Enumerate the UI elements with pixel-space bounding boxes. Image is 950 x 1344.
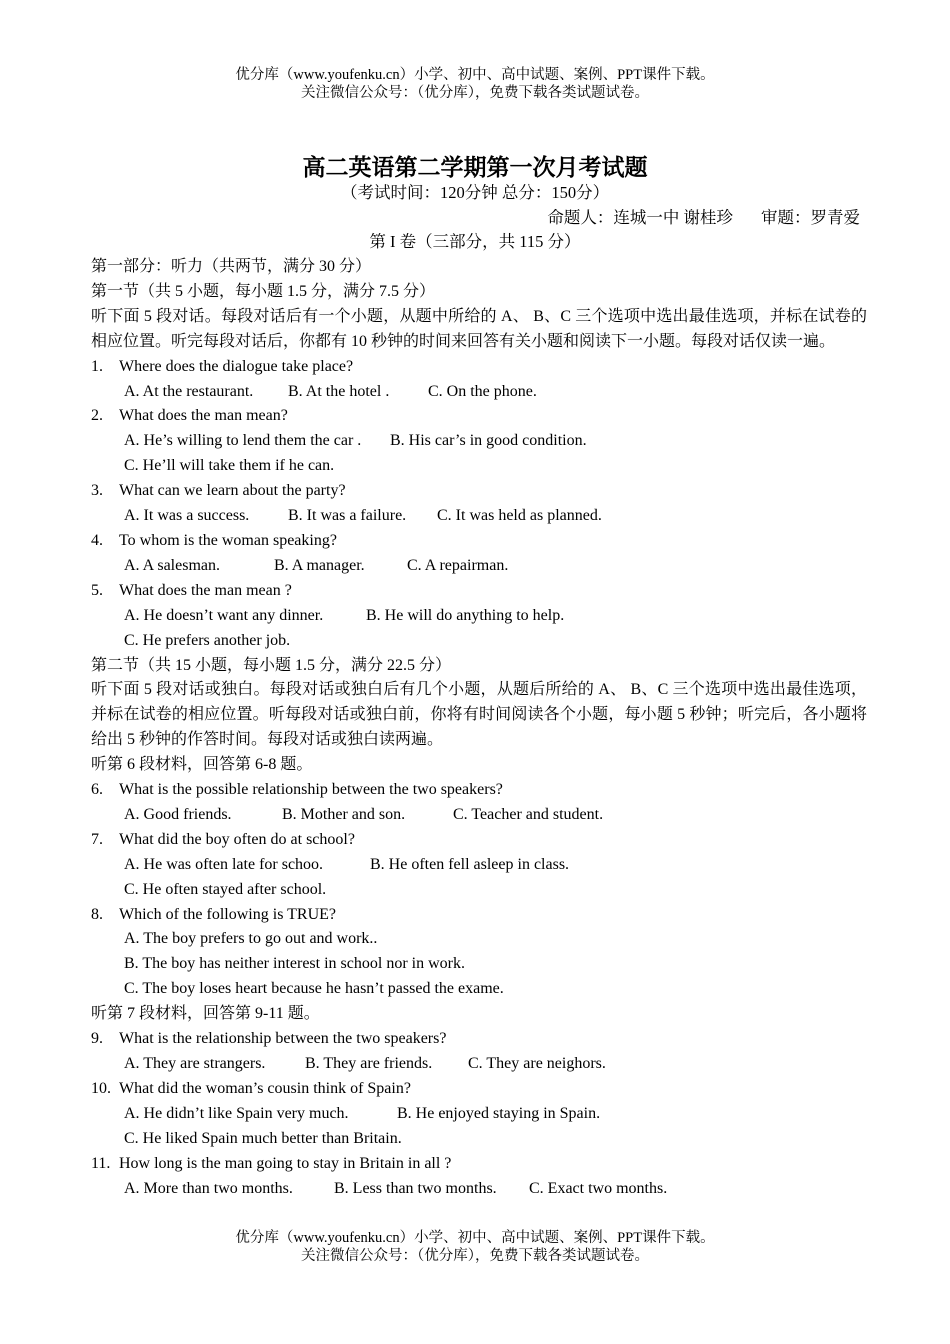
options-8-c	[91, 977, 867, 1002]
option-c: C. He liked Spain much better than Britain.	[124, 1129, 402, 1147]
footer-line-2: 关注微信公众号：（优分库），免费下载各类试题试卷。	[301, 1248, 649, 1264]
question-number: 5.	[91, 581, 103, 599]
question-text: How long is the man going to stay in Britain in all ?	[119, 1154, 452, 1172]
option-b: B. The boy has neither interest in school nor in work.	[124, 955, 465, 973]
page-footer	[0, 1229, 950, 1265]
option-c: C. It was held as planned.	[437, 507, 602, 525]
option-a: A. At the restaurant.	[124, 382, 254, 400]
question-number: 9.	[91, 1030, 103, 1048]
option-c: C. On the phone.	[428, 382, 537, 400]
option-b: B. It was a failure.	[288, 507, 407, 525]
options-5-c	[91, 629, 867, 654]
option-a: A. He doesn’t want any dinner.	[124, 606, 324, 624]
sec2-instructions: 听下面 5 段对话或独白。每段对话或独白后有几个小题，从题后所给的 A、 B、C 三个选项中选出最佳选项，并标在试卷的相应位置。听每段对话或独白前，你将有时间阅读各个小题，每小题 5 秒钟；听完后，各小题将给出 5 秒钟的作答时间。每段对话或独白读两遍。	[91, 681, 867, 749]
question-3	[91, 479, 867, 504]
question-5	[91, 579, 867, 604]
options-11	[91, 1177, 867, 1202]
option-a: A. It was a success.	[124, 507, 250, 525]
question-6	[91, 778, 867, 803]
question-2	[91, 404, 867, 429]
option-c: C. A repairman.	[407, 556, 509, 574]
question-7	[91, 828, 867, 853]
question-text: What did the boy often do at school?	[119, 830, 355, 848]
option-c: C. He often stayed after school.	[124, 880, 327, 898]
sec1-title: 第一节（共 5 小题，每小题 1.5 分，满分 7.5 分）	[91, 282, 436, 300]
question-text: What is the relationship between the two speakers?	[119, 1030, 447, 1048]
options-1	[91, 380, 867, 405]
option-b: B. They are friends.	[305, 1055, 433, 1072]
question-text: What did the woman’s cousin think of Spain?	[119, 1079, 411, 1097]
options-2-c	[91, 454, 867, 479]
option-c: C. Exact two months.	[529, 1179, 668, 1197]
option-a: A. A salesman.	[124, 556, 220, 574]
option-b: B. Mother and son.	[282, 805, 406, 823]
header-line-2: 关注微信公众号：（优分库），免费下载各类试题试卷。	[301, 85, 649, 101]
options-2	[91, 429, 867, 454]
question-4	[91, 529, 867, 554]
sec2-title: 第二节（共 15 小题，每小题 1.5 分，满分 22.5 分）	[91, 656, 452, 674]
option-b: B. His car’s in good condition.	[390, 432, 587, 450]
option-b: B. A manager.	[274, 556, 365, 574]
option-c: C. He’ll will take them if he can.	[124, 457, 335, 475]
option-c: C. The boy loses heart because he hasn’t passed the exame.	[124, 980, 504, 998]
question-text: What is the possible relationship between the two speakers?	[119, 781, 503, 799]
question-11	[91, 1152, 867, 1177]
header-line-1: 优分库（www.youfenku.cn）小学、初中、高中试题、案例、PPT课件下载。	[235, 67, 715, 83]
question-text: Which of the following is TRUE?	[119, 905, 336, 923]
options-7-c	[91, 878, 867, 903]
exam-subtitle: （考试时间：120分钟 总分：150分）	[340, 183, 610, 202]
options-10	[91, 1102, 867, 1127]
option-c: C. He prefers another job.	[124, 631, 291, 649]
question-9	[91, 1027, 867, 1052]
option-c: C. They are neighors.	[468, 1055, 606, 1072]
exam-title: 高二英语第二学期第一次月考试题	[302, 155, 648, 180]
option-a: A. More than two months.	[124, 1179, 293, 1197]
options-8-a	[91, 927, 867, 952]
question-8	[91, 903, 867, 928]
setter-author: 命题人：连城一中 谢桂珍	[547, 208, 733, 227]
setter-reviewer: 审题：罗青爱	[761, 208, 860, 227]
option-b: B. He will do anything to help.	[366, 606, 565, 624]
question-1	[91, 355, 867, 380]
question-10	[91, 1077, 867, 1102]
options-5	[91, 604, 867, 629]
part1-title: 第一部分：听力（共两节，满分 30 分）	[91, 258, 372, 275]
option-a: A. He didn’t like Spain very much.	[124, 1104, 349, 1122]
option-a: A. The boy prefers to go out and work..	[124, 930, 378, 948]
options-9	[91, 1052, 867, 1077]
options-3	[91, 504, 867, 529]
options-10-c	[91, 1127, 867, 1152]
setter-line	[547, 207, 860, 229]
option-b: B. Less than two months.	[334, 1179, 497, 1197]
option-c: C. Teacher and student.	[453, 805, 604, 823]
question-number: 4.	[91, 531, 103, 549]
question-number: 6.	[91, 781, 103, 799]
option-a: A. He’s willing to lend them the car .	[124, 432, 362, 450]
question-number: 11.	[91, 1154, 111, 1172]
question-number: 3.	[91, 482, 103, 500]
option-a: A. They are strangers.	[124, 1055, 266, 1072]
exam-content	[91, 255, 867, 1201]
question-number: 2.	[91, 407, 103, 425]
question-number: 10.	[91, 1079, 111, 1097]
question-text: What does the man mean ?	[119, 581, 292, 599]
question-number: 8.	[91, 905, 103, 923]
question-text: What can we learn about the party?	[119, 482, 346, 500]
material-7-note: 听第 7 段材料，回答第 9-11 题。	[91, 1005, 320, 1023]
question-number: 1.	[91, 357, 103, 375]
sec1-instructions: 听下面 5 段对话。每段对话后有一个小题，从题中所给的 A、 B、C 三个选项中选出最佳选项，并标在试卷的相应位置。听完每段对话后，你都有 10 秒钟的时间来回答有关小题和阅读下一小题。每段对话仅读一遍。	[91, 307, 867, 350]
option-a: A. Good friends.	[124, 805, 232, 823]
question-text: What does the man mean?	[119, 407, 288, 425]
options-6	[91, 803, 867, 828]
material-6-note: 听第 6 段材料，回答第 6-8 题。	[91, 756, 313, 774]
page-header	[0, 66, 950, 102]
section-title: 第 I 卷（三部分，共 115 分）	[369, 232, 581, 251]
option-b: B. He enjoyed staying in Spain.	[397, 1104, 601, 1122]
question-text: To whom is the woman speaking?	[119, 531, 337, 549]
option-b: B. He often fell asleep in class.	[370, 855, 570, 873]
options-7	[91, 853, 867, 878]
options-4	[91, 554, 867, 579]
options-8-b	[91, 952, 867, 977]
option-a: A. He was often late for schoo.	[124, 855, 324, 873]
question-text: Where does the dialogue take place?	[119, 357, 354, 375]
question-number: 7.	[91, 830, 103, 848]
footer-line-1: 优分库（www.youfenku.cn）小学、初中、高中试题、案例、PPT课件下载。	[235, 1230, 715, 1246]
option-b: B. At the hotel .	[288, 382, 390, 400]
